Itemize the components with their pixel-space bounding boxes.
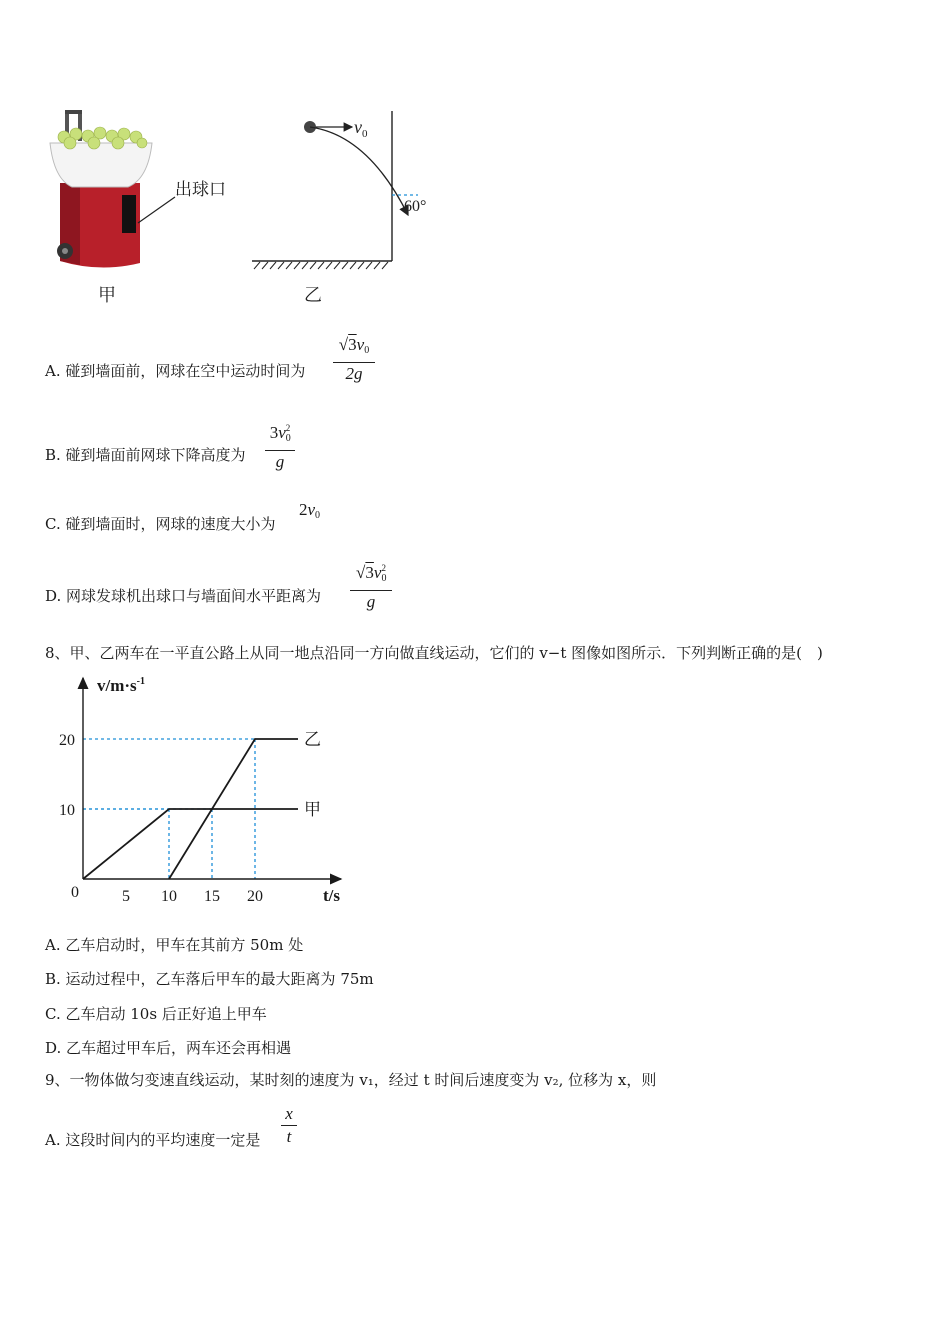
q8-stem: 8、甲、乙两车在一平直公路上从同一地点沿同一方向做直线运动，它们的 v−t 图像如图所示．下列判断正确的是( ) bbox=[45, 644, 823, 662]
q7-option-b-text: B. 碰到墙面前网球下降高度为 bbox=[45, 446, 246, 464]
q7-option-a-text: A. 碰到墙面前，网球在空中运动时间为 bbox=[45, 362, 306, 380]
angle-label: 60° bbox=[404, 198, 427, 215]
x-axis-label: t/s bbox=[323, 886, 340, 905]
q7-option-c-text: C. 碰到墙面时，网球的速度大小为 bbox=[45, 515, 276, 533]
x-tick-label: 10 bbox=[161, 888, 177, 905]
q9-option-a: A. 这段时间内的平均速度一定是 bbox=[45, 1131, 261, 1149]
series-label-1: 乙 bbox=[304, 730, 321, 749]
vt-chart bbox=[40, 675, 360, 915]
ball-machine-illustration bbox=[40, 105, 280, 315]
outlet-label: 出球口 bbox=[175, 180, 226, 199]
q7-option-a bbox=[45, 360, 305, 381]
diagram-caption: 乙 bbox=[304, 285, 322, 305]
q7-option-b bbox=[45, 444, 246, 465]
q7-option-d-text: D. 网球发球机出球口与墙面间水平距离为 bbox=[45, 587, 322, 605]
ball-machine-figure bbox=[40, 105, 280, 315]
q9-stem: 9、一物体做匀变速直线运动，某时刻的速度为 v₁，经过 t 时间后速度变为 v₂, 位移为 x，则 bbox=[45, 1071, 657, 1089]
q7-option-c bbox=[45, 513, 275, 534]
q8-option-b: B. 运动过程中，乙车落后甲车的最大距离为 75m bbox=[45, 970, 374, 988]
q7-option-c-formula: $2v_0$ bbox=[299, 500, 321, 521]
q8-option-d: D. 乙车超过甲车后，两车还会再相遇 bbox=[45, 1039, 292, 1057]
machine-caption: 甲 bbox=[98, 285, 116, 305]
x-tick-label: 20 bbox=[247, 888, 263, 905]
trajectory-diagram bbox=[248, 105, 448, 315]
series-label-0: 甲 bbox=[304, 800, 321, 819]
q7-option-d bbox=[45, 585, 321, 606]
q7-option-d-formula: $√3v_0^2$ g bbox=[350, 558, 392, 612]
v0-label: $v_0$ bbox=[354, 117, 368, 140]
q7-option-a-formula: $√3v_0$ 2g bbox=[333, 335, 375, 384]
y-tick-label: 20 bbox=[59, 732, 75, 749]
y-axis-label: $v/m\cdot s^{-1}$ bbox=[97, 676, 146, 695]
q8-option-a: A. 乙车启动时，甲车在其前方 50m 处 bbox=[45, 936, 304, 954]
x-tick-label: 15 bbox=[204, 888, 220, 905]
q9-option-a-formula: x t bbox=[281, 1104, 297, 1147]
q8-option-c: C. 乙车启动 10s 后正好追上甲车 bbox=[45, 1005, 267, 1023]
q7-option-b-formula: $3v_0^2$ g bbox=[265, 418, 295, 472]
y-tick-label: 10 bbox=[59, 802, 75, 819]
trajectory-figure bbox=[248, 105, 448, 315]
origin-label: 0 bbox=[71, 884, 79, 901]
x-tick-label: 5 bbox=[122, 888, 130, 905]
vt-chart-svg bbox=[40, 675, 360, 915]
